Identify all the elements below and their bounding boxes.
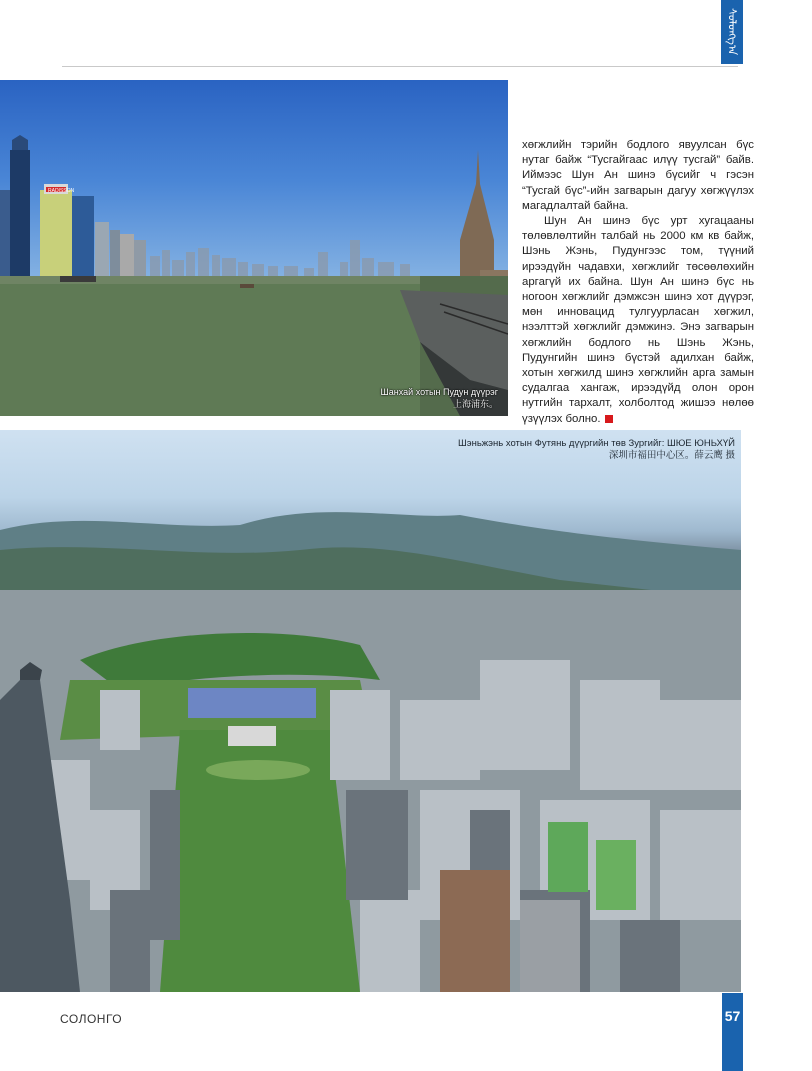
page-number-tab (722, 993, 743, 1071)
section-tab (721, 0, 743, 64)
paragraph-2-text: Шун Ан шинэ бүс урт хугацааны төлөвлөлтийн талбай нь 2000 км кв байж, Шэнь Жэнь, Пудунгээс том, түүний ирээдүйн чадавхи, хөгжлийг төсөөлөхийн аргагүй их байна. Шун Ан шинэ бүс нь ногоон хөгжлийг дэмжсэн шинэ хот дүүрэг, мөн инновацид тулгуурласан хөгжил, нээлттэй хөгжлийг дэмжинэ. Энэ загварын хөгжлийн бодлого нь Шэнь Жэнь, Пудунгийн шинэ бүстэй адилхан байж, хотын хөгжилд шинэ хөгжлийн арга замын судалгаа хангаж, ирээдүйд олон орон нутгийн тархалт, холболтод жишээ нөлөө үзүүлэх болно. (522, 215, 754, 425)
shenzhen-photo-caption (458, 438, 735, 462)
page-number: 57 (724, 1008, 741, 1024)
shenzhen-futian-photo (0, 430, 741, 992)
mongolian-script-label: ᠰᠣᠯᠣᠩᠭ᠎ᠠ (725, 8, 738, 56)
caption-chinese: 上海浦东。 (452, 399, 498, 409)
caption-chinese: 深圳市福田中心区。薛云鹰 摄 (608, 450, 735, 461)
shanghai-photo-caption (381, 386, 498, 410)
hotel-sign: RADISSON (48, 188, 75, 194)
header-rule (62, 66, 738, 67)
caption-mongolian: Шэньжэнь хотын Футянь дүүргийн төв Зургийг: ШЮЕ ЮНЬХҮЙ (458, 438, 735, 449)
magazine-name: СОЛОНГО (60, 1012, 123, 1026)
article-paragraph-1: хөгжлийн тэрийн бодлого явуулсан бүс нутаг байж “Тусгайгаас илүү тусгай” байв. Иймээс Шун Ан шинэ бүсийг ч гэсэн “Тусгай бүс”-ийн загварын дагуу хөгжүүлэх магадлалтай байна. (522, 139, 754, 212)
shanghai-pudong-photo (0, 80, 508, 416)
caption-mongolian: Шанхай хотын Пудун дүүрэг (380, 387, 498, 397)
shenzhen-aerial-illustration (0, 430, 741, 992)
article-paragraph-2 (522, 214, 754, 427)
end-of-article-mark (605, 415, 613, 423)
article-text-column (522, 138, 754, 427)
shanghai-skyline-illustration (0, 80, 508, 416)
